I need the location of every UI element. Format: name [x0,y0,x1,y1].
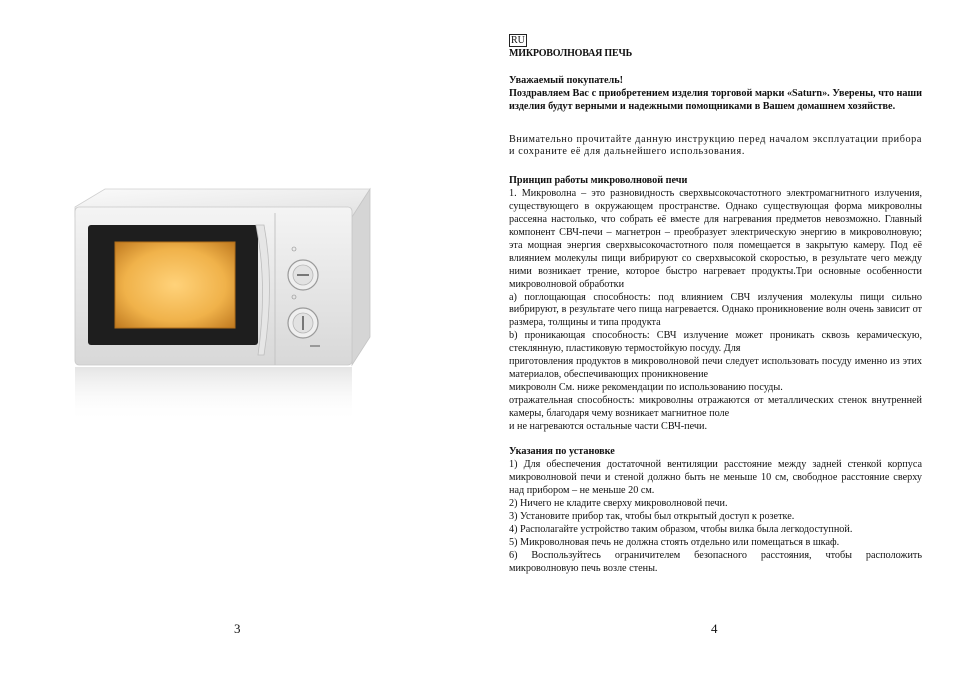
install-item: 2) Ничего не кладите сверху микроволновой печи. [509,498,728,510]
intro-paragraph: Поздравляем Вас с приобретением изделия торговой марки «Saturn». Уверены, что наши изделия будут верными и надежными помощниками в Вашем домашнем хозяйстве. [509,87,922,112]
page-number-right: 4 [711,621,718,636]
install-item: 3) Установите прибор так, чтобы был открытый доступ к розетке. [509,511,795,522]
install-item: 6) Воспользуйтесь ограничителем безопасного расстояния, чтобы расположить микроволновую печь возле стены. [509,549,922,574]
greeting: Уважаемый покупатель! [509,74,624,86]
read-notice: Внимательно прочитайте данную инструкцию перед началом эксплуатации прибора и сохраните её для дальнейшего использования. [509,133,922,158]
principle-heading: Принцип работы микроволновой печи [509,175,688,187]
principle-paragraph: микроволн См. ниже рекомендации по использованию посуды. [509,381,783,393]
principle-paragraph: отражательная способность: микроволны отражаются от металлических стенок внутренней камеры, благодаря чему возникает магнитное поле [509,394,922,419]
principle-paragraph: и не нагреваются остальные части СВЧ-печи. [509,420,707,432]
right-page [477,0,955,677]
microwave-image [70,185,380,435]
principle-paragraph: приготовления продуктов в микроволновой печи следует использовать посуду именно из этих материалов, обеспечивающих проникновение [509,356,922,380]
principle-paragraph: a) поглощающая способность: под влиянием СВЧ излучения молекулы пищи сильно вибрируют, в результате чего пища нагревается. Однако проникновение волн очень зависит от размера, толщины и типа продукта [509,291,922,329]
install-item: 4) Располагайте устройство таким образом, чтобы вилка была легкодоступной. [509,523,853,535]
principle-paragraph: b) проникающая способность: СВЧ излучение может проникать сквозь керамическую, стеклянную, пластиковую термостойкую посуду. Для [509,330,922,355]
language-badge: RU [511,35,525,46]
page-title: МИКРОВОЛНОВАЯ ПЕЧЬ [509,47,633,59]
install-heading: Указания по установке [509,446,615,458]
install-item: 5) Микроволновая печь не должна стоять отдельно или помещаться в шкаф. [509,536,840,548]
instruction-text [509,34,922,576]
left-page [0,0,477,677]
page-number-left: 3 [234,621,241,636]
install-item: 1) Для обеспечения достаточной вентиляции расстояние между задней стенкой корпуса микроволновой печи и стеной должно быть не меньше 10 см, свободное расстояние сверху над прибором – не меньше 20 см. [509,459,922,497]
principle-paragraph: 1. Микроволна – это разновидность сверхвысокочастотного электромагнитного излучения, существующего в окружающем пространстве. Однако существующая форма микроволны рассеяна настолько, что собрать её вместе для нагревания предметов невозможно. Главный компонент СВЧ-печи – магнетрон – преобразует электрическую энергию в микроволновую; эта мощная энергия сверхвысокочастотного поля помещается в закрытую камеру. Под её влиянием молекулы пищи вибрируют со сверхвысокой скоростью, в результате чего между ними возникает трение, которое быстро нагревает продукты.Три основные особенности микроволновой обработки [509,188,922,290]
